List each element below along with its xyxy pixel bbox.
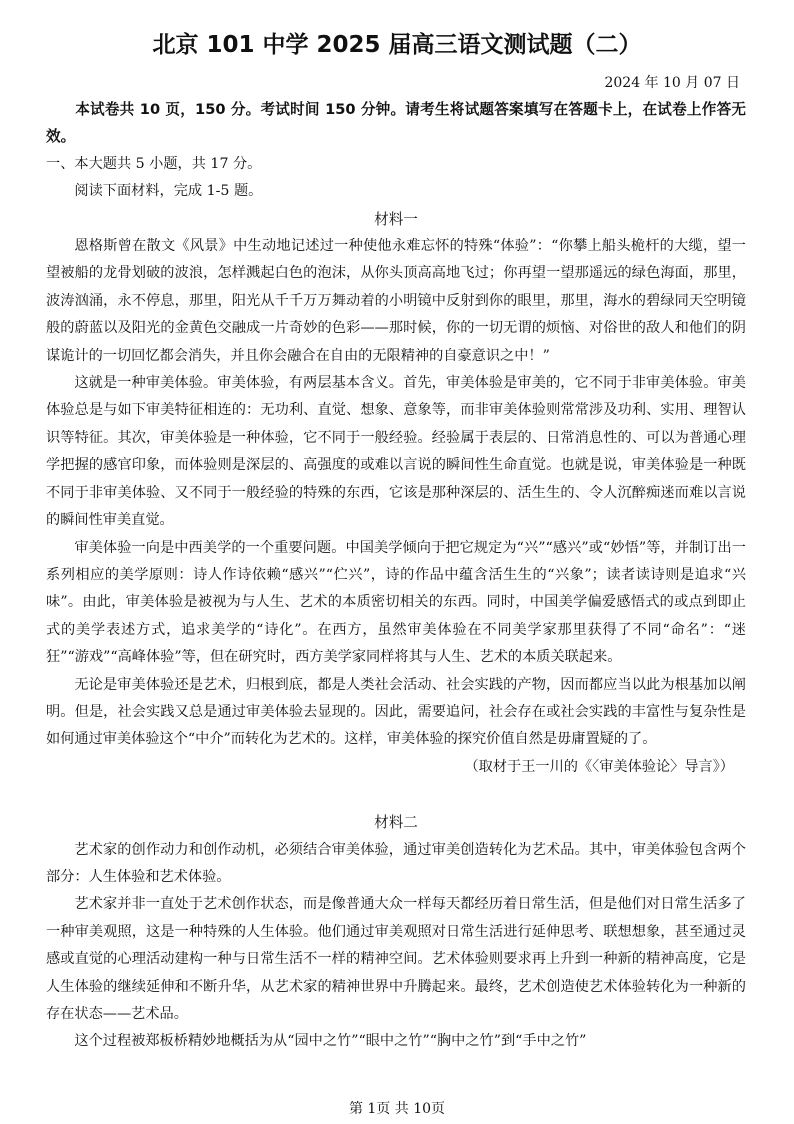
material-1-paragraph: 恩格斯曾在散文《风景》中生动地记述过一种使他永难忘怀的特殊“体验”：“你攀上船头桅杆的大缆，望一望被船的龙骨划破的波浪，怎样溅起白色的泡沫，从你头顶高高地飞过；你再望一望那遥远的绿色海面，那里，波涛汹涌，永不停息，那里，阳光从千千万万舞动着的小明镜中反射到你的眼里，那里，海水的碧绿同天空明镜般的蔚蓝以及阳光的金黄色交融成一片奇妙的色彩——那时候，你的一切无谓的烦恼、对俗世的敌人和他们的阴谋诡计的一切回忆都会消失，并且你会融合在自由的无限精神的自豪意识之中！” xyxy=(46,238,746,364)
material-1-title: 材料一 xyxy=(374,210,418,228)
material-1-paragraph: 无论是审美体验还是艺术，归根到底，都是人类社会活动、社会实践的产物，因而都应当以此为根基加以阐明。但是，社会实践又总是通过审美体验去显现的。因此，需要追问，社会存在或社会实践的丰富性与复杂性是如何通过审美体验这个“中介”而转化为艺术的。这样，审美体验的探究价值自然是毋庸置疑的了。 xyxy=(46,676,746,748)
section-heading: 一、本大题共 5 小题，共 17 分。 xyxy=(46,155,262,172)
material-2-paragraph: 艺术家并非一直处于艺术创作状态，而是像普通大众一样每天都经历着日常生活，但是他们对日常生活多了一种审美观照，这是一种特殊的人生体验。他们通过审美观照对日常生活进行延伸思考、联想想象，甚至通过灵感或直觉的心理活动建构一种与日常生活不一样的精神空间。艺术体验则要求再上升到一种新的精神高度，它是人生体验的继续延伸和不断升华，从艺术家的精神世界中升腾起来。最终，艺术创造使艺术体验转化为一种新的存在状态——艺术品。 xyxy=(46,896,746,1022)
exam-date: 2024 年 10 月 07 日 xyxy=(604,75,740,91)
exam-notice: 本试卷共 10 页，150 分。考试时间 150 分钟。请考生将试题答案填写在答题卡上，在试卷上作答无效。 xyxy=(46,101,746,146)
material-2-paragraph: 这个过程被郑板桥精妙地概括为从“园中之竹”“眼中之竹”“胸中之竹”到“手中之竹” xyxy=(74,1033,587,1050)
exam-body xyxy=(46,96,746,1056)
material-1-source: （取材于王一川的《〈审美体验论〉导言》） xyxy=(464,758,734,775)
material-2-paragraph: 艺术家的创作动力和创作动机，必须结合审美体验，通过审美创造转化为艺术品。其中，审美体验包含两个部分：人生体验和艺术体验。 xyxy=(46,841,746,885)
material-1-paragraph: 这就是一种审美体验。审美体验，有两层基本含义。首先，审美体验是审美的，它不同于非审美体验。审美体验总是与如下审美特征相连的：无功利、直觉、想象、意象等，而非审美体验则常常涉及功利、实用、理智认识等特征。其次，审美体验是一种体验，它不同于一般经验。经验属于表层的、日常消息性的、可以为普通心理学把握的感官印象，而体验则是深层的、高强度的或难以言说的瞬间性生命直觉。也就是说，审美体验是一种既不同于非审美体验、又不同于一般经验的特殊的东西，它该是那种深层的、活生生的、令人沉醉痴迷而难以言说的瞬间性审美直觉。 xyxy=(46,375,746,529)
section-gap xyxy=(46,781,746,809)
section-instruction: 阅读下面材料，完成 1-5 题。 xyxy=(74,183,263,200)
exam-title: 北京 101 中学 2025 届高三语文测试题（二） xyxy=(152,32,642,58)
material-2-title: 材料二 xyxy=(374,814,418,832)
page-footer: 第 1页 共 10页 xyxy=(348,1101,446,1117)
material-1-paragraph: 审美体验一向是中西美学的一个重要问题。中国美学倾向于把它规定为“兴”“感兴”或“妙悟”等，并制订出一系列相应的美学原则：诗人作诗依赖“感兴”“伫兴”，诗的作品中蕴含活生生的“兴象”；读者读诗则是追求“兴味”。由此，审美体验是被视为与人生、艺术的本质密切相关的东西。同时，中国美学偏爱感悟式的或点到即止式的美学表述方式，追求美学的“诗化”。在西方，虽然审美体验在不同美学家那里获得了不同“命名”：“迷狂”“游戏”“高峰体验”等，但在研究时，西方美学家同样将其与人生、艺术的本质关联起来。 xyxy=(46,539,746,666)
